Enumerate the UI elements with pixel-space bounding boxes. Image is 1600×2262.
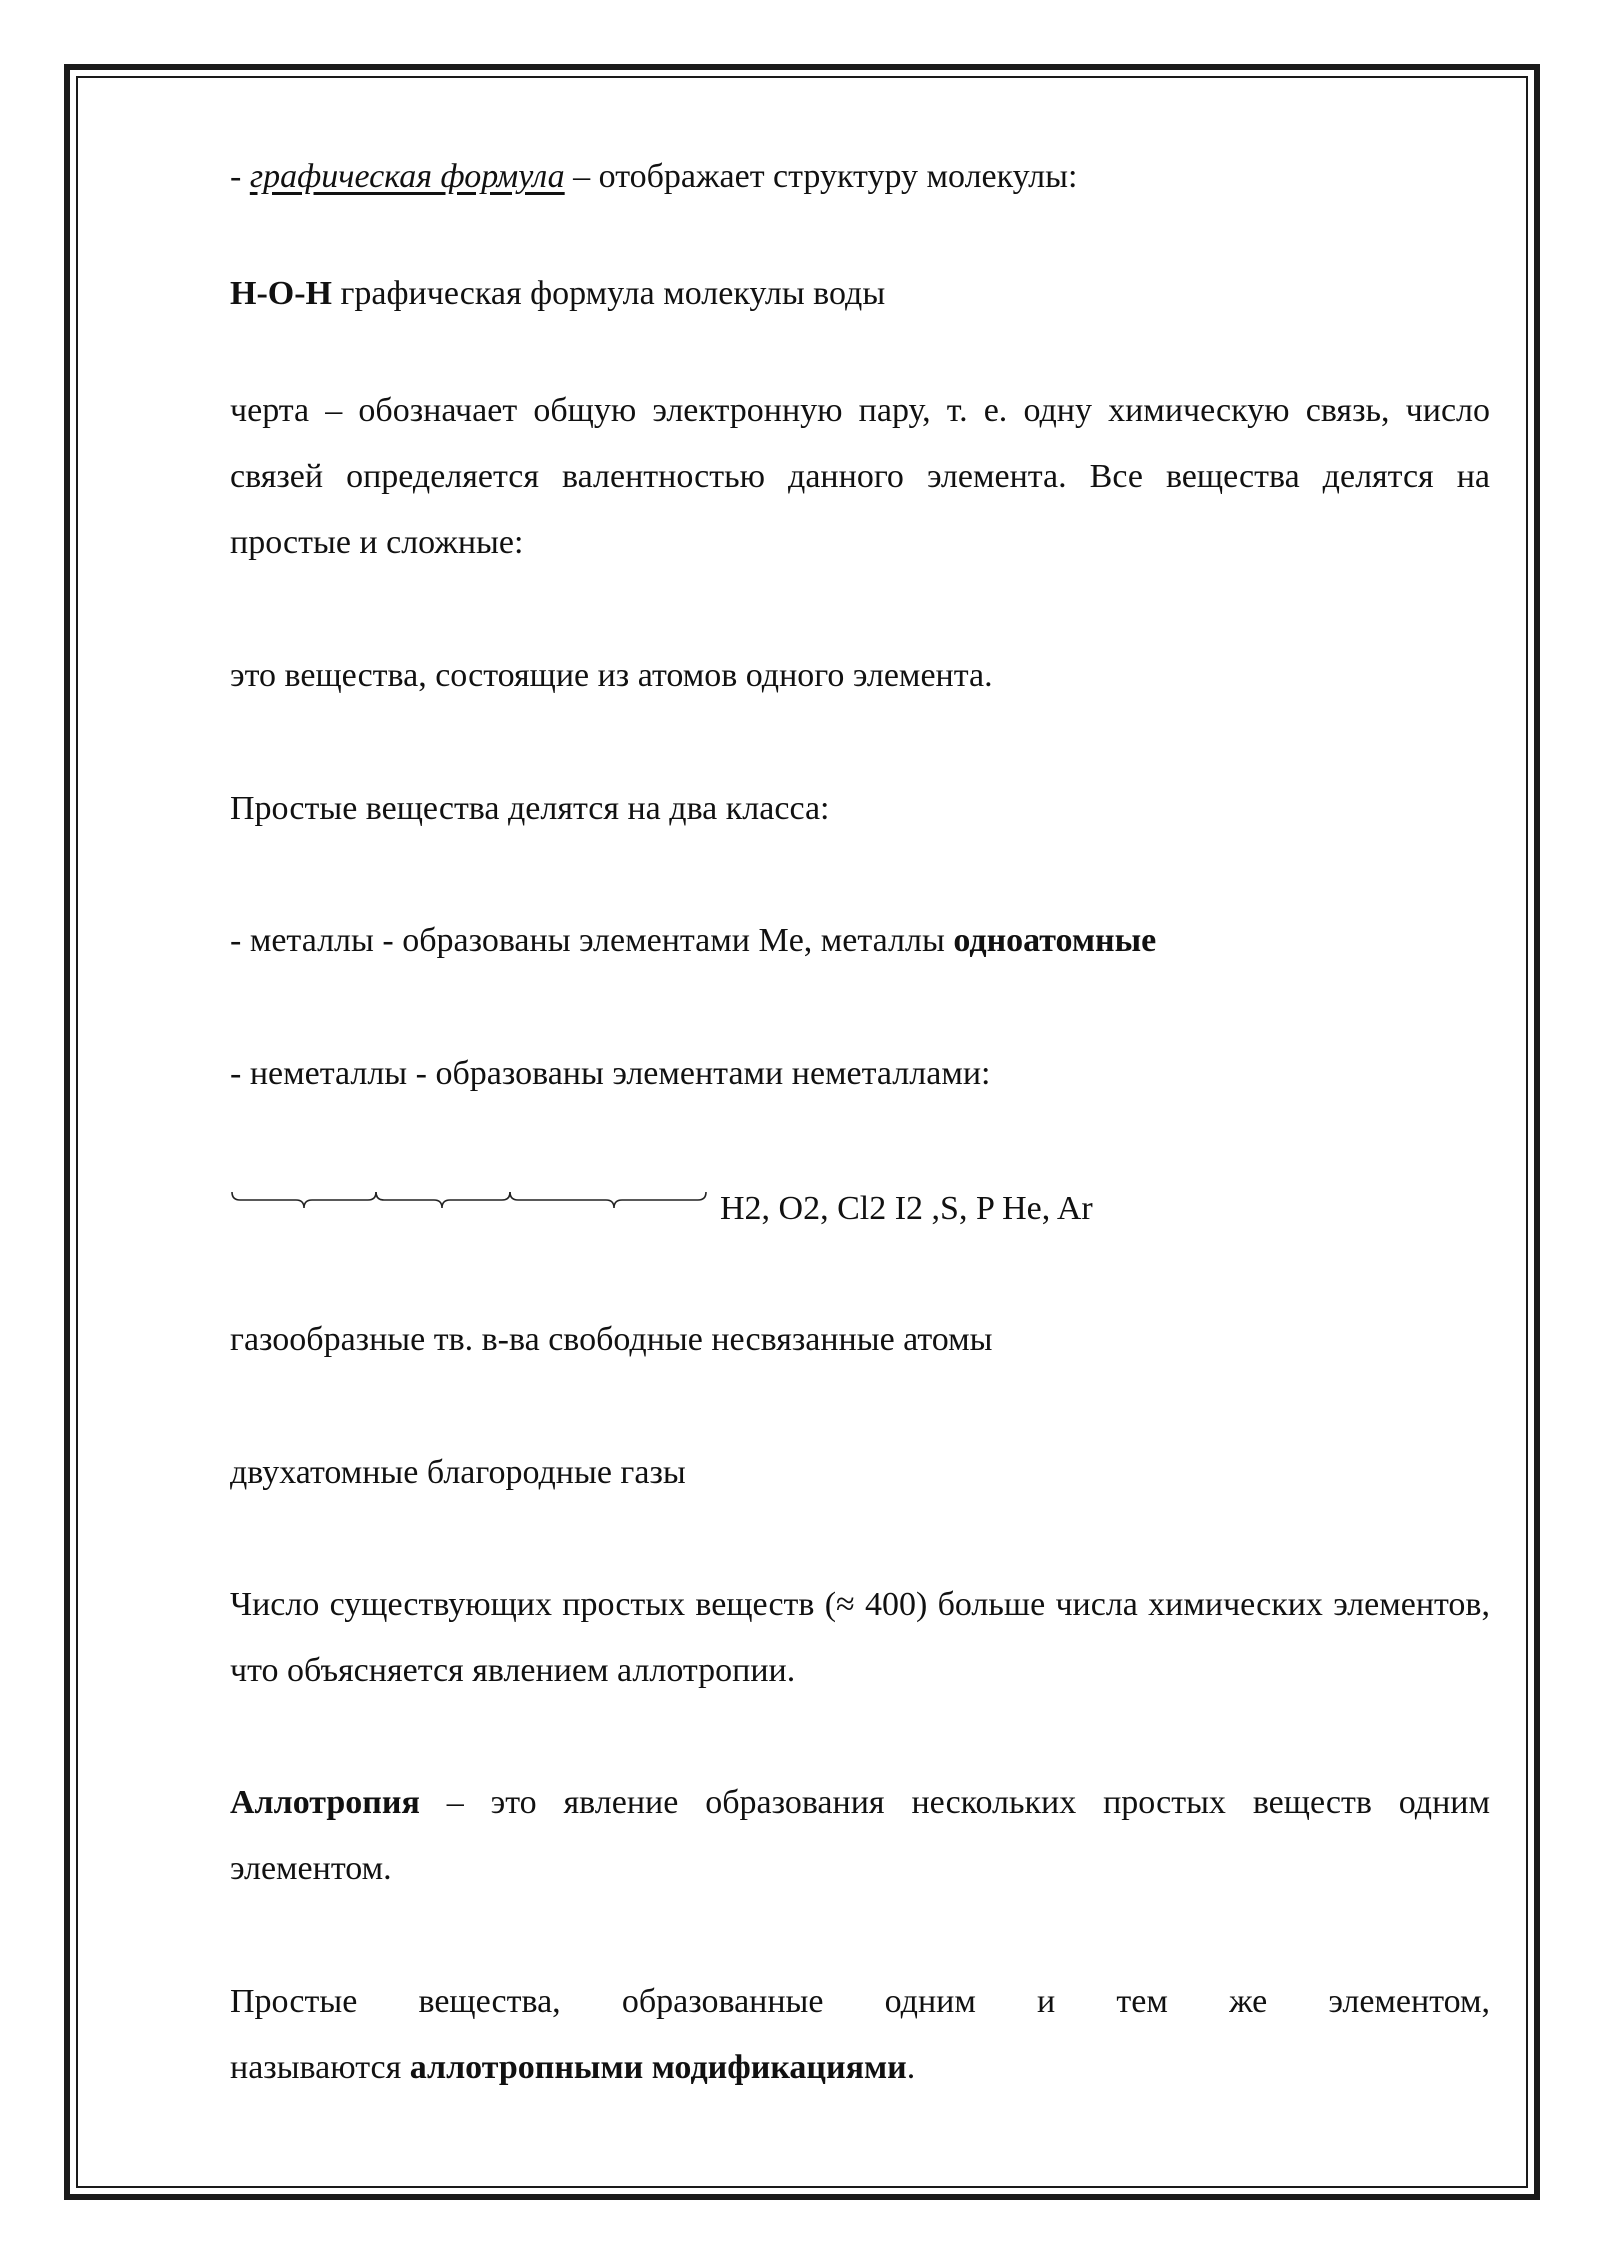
paragraph-simple-substances-classes: Простые вещества делятся на два класса: <box>230 790 830 827</box>
paragraph-brace-labels: газообразные тв. в-ва свободные несвязанные атомы <box>230 1321 993 1358</box>
allotropic-line-2 <box>230 2049 915 2086</box>
brace-solid <box>376 1192 510 1208</box>
paragraph-brace-labels-second: двухатомные благородные газы <box>230 1454 686 1491</box>
paragraph-metals <box>230 908 1490 974</box>
paragraph-number-of-substances: Число существующих простых веществ (≈ 400) больше числа химических элементов, что объясняется явлением аллотропии. <box>230 1586 1490 1689</box>
brace-gaseous <box>232 1192 376 1208</box>
paragraph-nonmetals: - неметаллы - образованы элементами неметаллами: <box>230 1055 991 1092</box>
term-allotropic-modifications: аллотропными модификациями <box>409 2049 907 2086</box>
brace-free-atoms <box>510 1192 706 1208</box>
paragraph-graphic-formula <box>230 144 1490 210</box>
term-graphic-formula: графическая формула <box>249 158 565 195</box>
nonmetal-formulas: H2, O2, Cl2 I2 ,S, P He, Ar <box>720 1190 1093 1227</box>
allotropic-suffix: . <box>906 2049 916 2086</box>
list-dash: - <box>230 158 250 195</box>
paragraph-simple-substances-definition: это вещества, состоящие из атомов одного элемента. <box>230 657 993 694</box>
metals-text: - металлы - образованы элементами Me, металлы <box>230 922 954 959</box>
allotropic-prefix: называются <box>230 2049 410 2086</box>
grouping-braces-graphic <box>230 1178 720 1228</box>
water-formula: H-O-H <box>230 275 332 312</box>
metals-monatomic: одноатомные <box>953 922 1157 959</box>
paragraph-water-formula <box>230 261 1490 327</box>
paragraph-allotropic-modifications <box>230 1969 1490 2101</box>
allotropy-definition: – это явление образования нескольких простых веществ одним элементом. <box>230 1784 1490 1887</box>
definition-text: – отображает структуру молекулы: <box>564 158 1078 195</box>
paragraph-allotropy <box>230 1770 1490 1902</box>
allotropic-line-1: Простые вещества, образованные одним и тем же элементом, <box>230 1983 1490 2020</box>
water-formula-caption: графическая формула молекулы воды <box>331 275 886 312</box>
paragraph-bond-dash: черта – обозначает общую электронную пару, т. е. одну химическую связь, число связей определяется валентностью данного элемента. Все вещества делятся на простые и сложные: <box>230 392 1490 561</box>
term-allotropy: Аллотропия <box>230 1784 420 1821</box>
